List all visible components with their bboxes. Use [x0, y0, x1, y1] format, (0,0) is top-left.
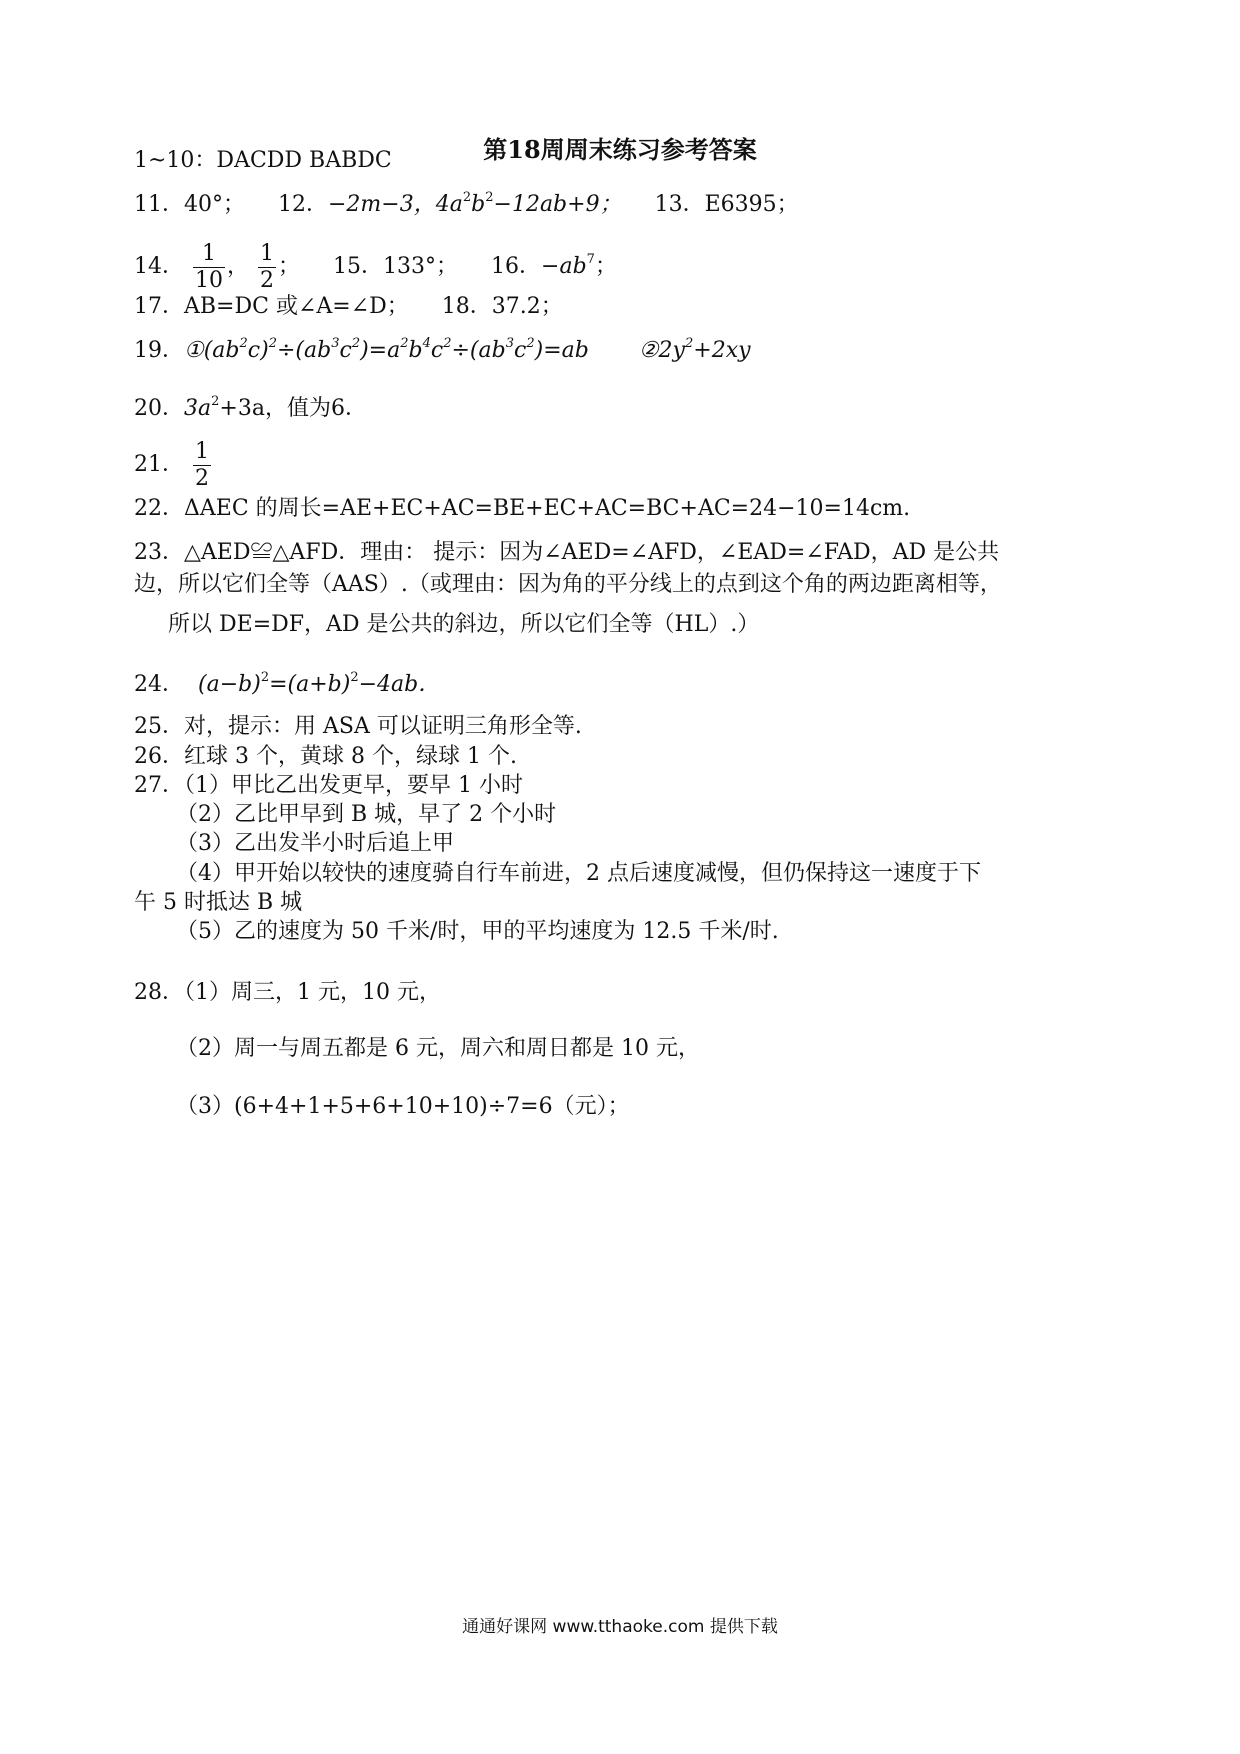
q27-sub-4a: （4）甲开始以较快的速度骑自行车前进，2 点后速度减慢，但仍保持这一速度于下 [176, 861, 981, 886]
q18-answer: 37.2； [491, 294, 563, 319]
q24-s2: 2 [350, 670, 359, 685]
q18-number: 18． [441, 294, 492, 319]
answer-20 [134, 394, 367, 424]
answer-1-10: 1~10：DACDD BABDC [134, 148, 392, 173]
q19-part-2 [639, 338, 751, 363]
q20-expr: 3a [184, 396, 212, 421]
q14-fraction-2 [258, 241, 276, 294]
q19-s11: 2 [684, 336, 694, 351]
q17-answer: AB=DC 或∠A=∠D； [184, 294, 409, 319]
q16-answer: −ab [541, 254, 587, 279]
q19-s5: 2 [400, 336, 409, 351]
q20-exp: 2 [211, 394, 220, 409]
q19-s6: 4 [422, 336, 431, 351]
answer-21 [134, 436, 213, 494]
page-title: 第18周周末练习参考答案 [483, 135, 757, 164]
q27-sub-2: （2）乙比甲早到 B 城，早了 2 个小时 [176, 802, 557, 827]
q15-number: 15． [333, 254, 384, 279]
answer-row-11-13 [134, 190, 799, 220]
answer-19 [134, 336, 751, 366]
answer-row-14-16 [134, 238, 617, 296]
q17-number: 17． [134, 294, 184, 319]
answer-23-line-2: 边，所以它们全等（AAS）.（或理由：因为角的平分线上的点到这个角的两边距离相等， [134, 572, 1002, 597]
q23-number: 23． [134, 540, 184, 565]
q21-fraction [193, 439, 211, 492]
q22-answer: ΔAEC 的周长=AE+EC+AC=BE+EC+AC=BC+AC=24−10=14cm. [184, 496, 911, 521]
q28-sub-1: （1）周三，1 元，10 元， [184, 980, 441, 1005]
q19-part-1 [184, 338, 589, 363]
q13-answer: E6395； [704, 192, 799, 217]
q19-s2: 2 [268, 336, 277, 351]
q12-number: 12． [278, 192, 328, 217]
q11-answer: 40°； [184, 192, 245, 217]
q19-t8: ÷(ab [451, 338, 506, 363]
answer-row-17-18 [134, 292, 563, 322]
q28-sub-3: （3）(6+4+1+5+6+10+10)÷7=6（元）； [176, 1094, 630, 1119]
q19-s4: 2 [351, 336, 361, 351]
q12-answer-b-mid: b [471, 192, 486, 217]
q19-s1: 2 [239, 336, 248, 351]
q24-t2: =(a+b) [269, 672, 351, 697]
q19-t5: )=a [360, 338, 401, 363]
q28-number: 28． [134, 980, 184, 1005]
q14-f2-numerator: 1 [260, 240, 275, 266]
q26-number: 26． [134, 744, 184, 769]
q26-answer: 红球 3 个，黄球 8 个，绿球 1 个. [184, 744, 517, 769]
q27-number: 27． [134, 773, 184, 798]
q14-f1-numerator: 1 [193, 241, 225, 268]
q14-f2-denominator: 2 [260, 267, 275, 293]
q19-s8: 3 [505, 336, 514, 351]
q19-t12: +2xy [693, 338, 751, 363]
q24-t3: −4ab． [358, 672, 441, 697]
q25-number: 25． [134, 714, 184, 739]
q16-number: 16． [491, 254, 542, 279]
q19-t11: ②2y [638, 338, 685, 363]
q16-exp: 7 [586, 252, 595, 267]
q16-end: ； [594, 254, 617, 279]
q19-t6: b [408, 338, 423, 363]
q12-exp-2: 2 [485, 190, 494, 205]
q24-s1: 2 [260, 670, 270, 685]
answer-22 [134, 494, 910, 524]
answer-26 [134, 742, 517, 772]
q19-t7: c [430, 338, 444, 363]
q12-answer-b-pre: 4a [435, 192, 463, 217]
q11-number: 11． [134, 192, 184, 217]
answer-23-line-1 [134, 538, 999, 568]
q14-end: ； [278, 254, 301, 279]
q24-t1: (a−b) [198, 672, 261, 697]
q27-sub-5: （5）乙的速度为 50 千米/时，甲的平均速度为 12.5 千米/时. [176, 919, 779, 944]
q19-t4: c [339, 338, 352, 363]
q27-sub-1: （1）甲比乙出发更早，要早 1 小时 [184, 773, 523, 798]
q13-number: 13． [654, 192, 705, 217]
q12-answer-b-post: −12ab+9； [493, 192, 622, 217]
q19-s3: 3 [331, 336, 340, 351]
answer-25 [134, 712, 582, 742]
q20-rest: +3a，值为6． [219, 396, 367, 421]
q14-fraction-1 [193, 241, 225, 294]
q21-denominator: 2 [195, 465, 209, 491]
q28-sub-2: （2）周一与周五都是 6 元，周六和周日都是 10 元， [176, 1036, 700, 1061]
q14-f1-denominator: 10 [195, 267, 223, 293]
q19-s7: 2 [443, 336, 452, 351]
answer-23-line-3: 所以 DE=DF，AD 是公共的斜边，所以它们全等（HL）.） [168, 612, 760, 637]
answer-24 [134, 670, 440, 700]
q14-number: 14． [134, 254, 184, 279]
answer-28-1 [134, 978, 441, 1008]
footer-credit: 通通好课网 www.tthaoke.com 提供下载 [462, 1617, 778, 1637]
q27-sub-4b: 午 5 时抵达 B 城 [134, 890, 303, 915]
q20-number: 20． [134, 396, 184, 421]
q19-number: 19． [134, 338, 184, 363]
q19-t2: c) [247, 338, 269, 363]
q22-number: 22． [134, 496, 184, 521]
q19-t3: ÷(ab [276, 338, 332, 363]
q24-number: 24． [134, 672, 184, 697]
q12-answer-a: −2m−3， [328, 192, 436, 217]
q25-answer: 对，提示：用 ASA 可以证明三角形全等. [184, 714, 582, 739]
q19-t9: c [514, 338, 527, 363]
q19-t1: ①(ab [184, 338, 240, 363]
q14-separator: ， [227, 254, 250, 279]
q21-number: 21． [134, 452, 184, 477]
q19-s9: 2 [526, 336, 535, 351]
q27-sub-3: （3）乙出发半小时后追上甲 [176, 831, 454, 856]
q23-text-1: △AED≌△AFD．理由： 提示：因为∠AED=∠AFD，∠EAD=∠FAD，AD 是公共 [184, 540, 1000, 565]
answer-27-1 [134, 771, 523, 801]
q12-exp-1: 2 [462, 190, 472, 205]
q21-numerator: 1 [195, 438, 209, 464]
q15-answer: 133°； [383, 254, 459, 279]
q19-t10: )=ab [534, 338, 589, 363]
